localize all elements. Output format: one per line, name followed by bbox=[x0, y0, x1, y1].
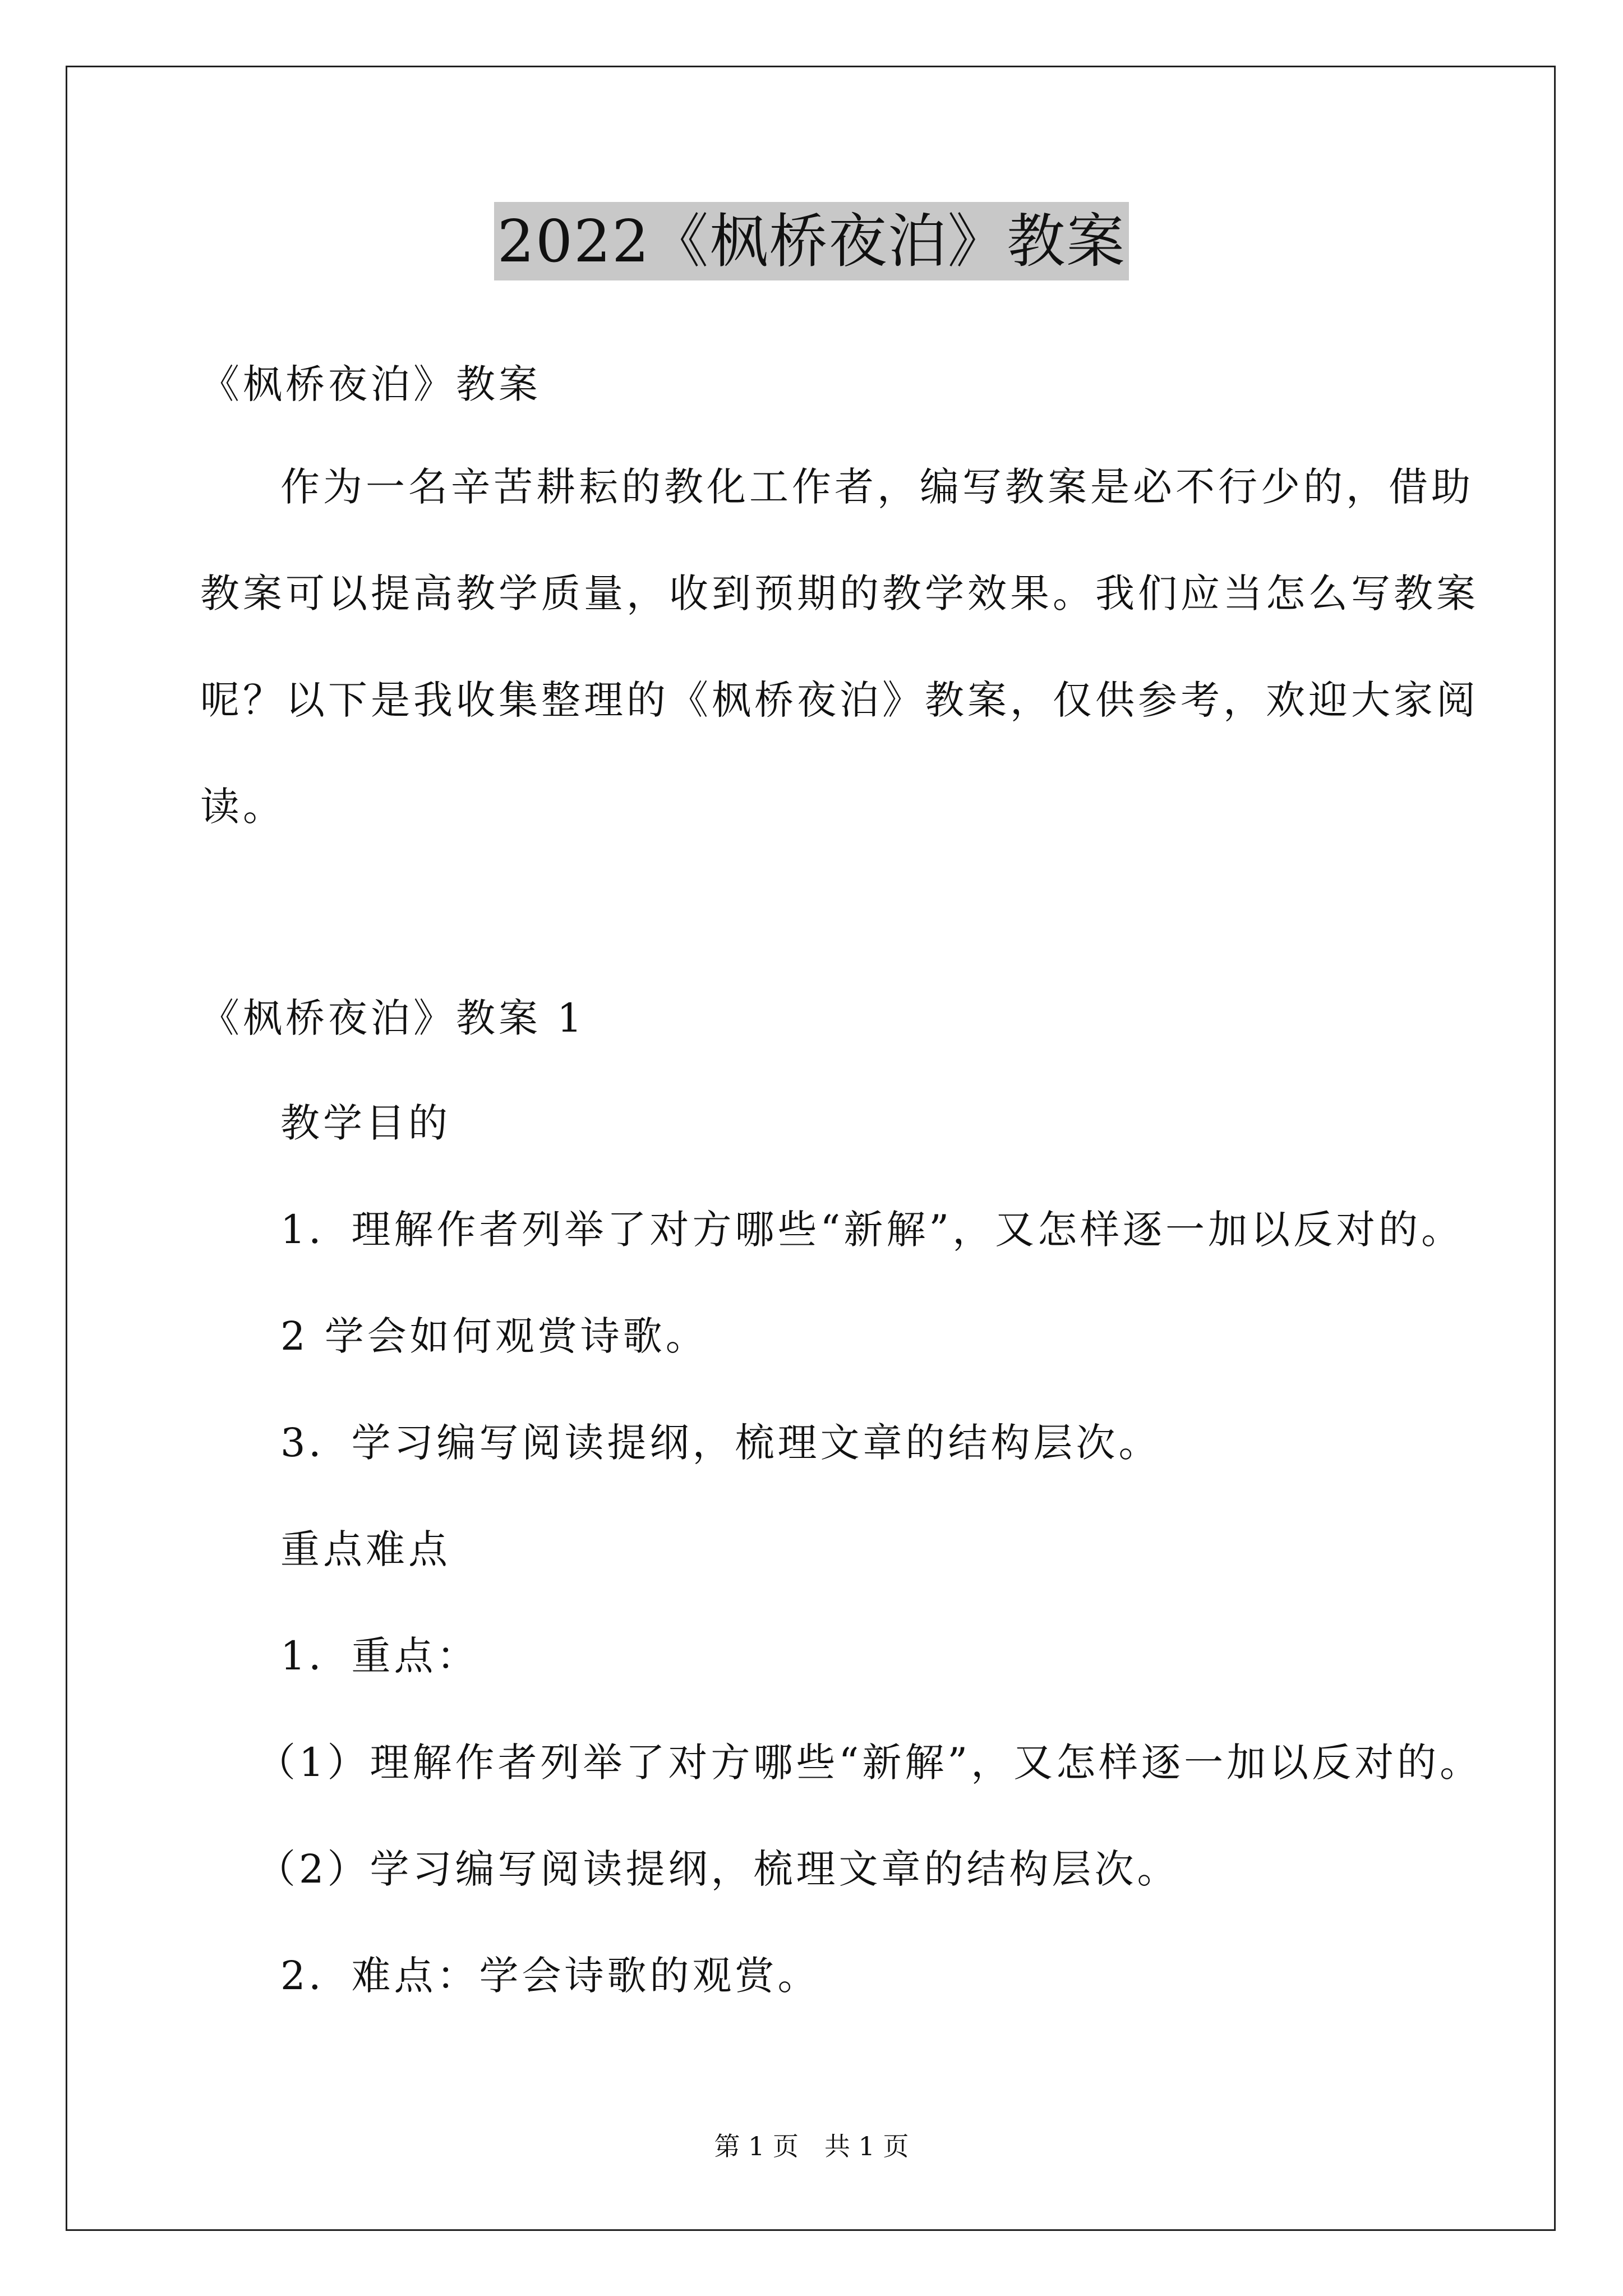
intro-line-1: 作为一名辛苦耕耘的教化工作者，编写教案是必不行少的，借助 bbox=[280, 464, 1474, 510]
intro-line-2: 教案可以提高教学质量，收到预期的教学效果。我们应当怎么写教案 bbox=[200, 570, 1479, 616]
title-container bbox=[0, 202, 1623, 280]
goal-item-2: 2 学会如何观赏诗歌。 bbox=[280, 1313, 708, 1359]
document-title: 2022《枫桥夜泊》教案 bbox=[494, 202, 1129, 280]
intro-line-3: 呢？以下是我收集整理的《枫桥夜泊》教案，仅供参考，欢迎大家阅 bbox=[200, 677, 1479, 723]
key-points-label: 1．重点： bbox=[280, 1633, 479, 1679]
intro-line-4: 读。 bbox=[200, 784, 285, 830]
key-heading: 重点难点 bbox=[280, 1526, 451, 1572]
goal-item-3: 3．学习编写阅读提纲，梳理文章的结构层次。 bbox=[280, 1420, 1161, 1466]
section-heading: 《枫桥夜泊》教案 1 bbox=[200, 995, 585, 1041]
page-footer: 第 1 页 共 1 页 bbox=[714, 2131, 909, 2161]
difficulty-point: 2．难点：学会诗歌的观赏。 bbox=[280, 1953, 820, 1999]
goals-heading: 教学目的 bbox=[280, 1100, 451, 1146]
document-subtitle: 《枫桥夜泊》教案 bbox=[200, 361, 541, 407]
goal-item-1: 1．理解作者列举了对方哪些“新解”，又怎样逐一加以反对的。 bbox=[280, 1207, 1464, 1253]
key-point-1: （1）理解作者列举了对方哪些“新解”，又怎样逐一加以反对的。 bbox=[256, 1740, 1483, 1786]
key-point-2: （2）学习编写阅读提纲，梳理文章的结构层次。 bbox=[256, 1846, 1180, 1892]
